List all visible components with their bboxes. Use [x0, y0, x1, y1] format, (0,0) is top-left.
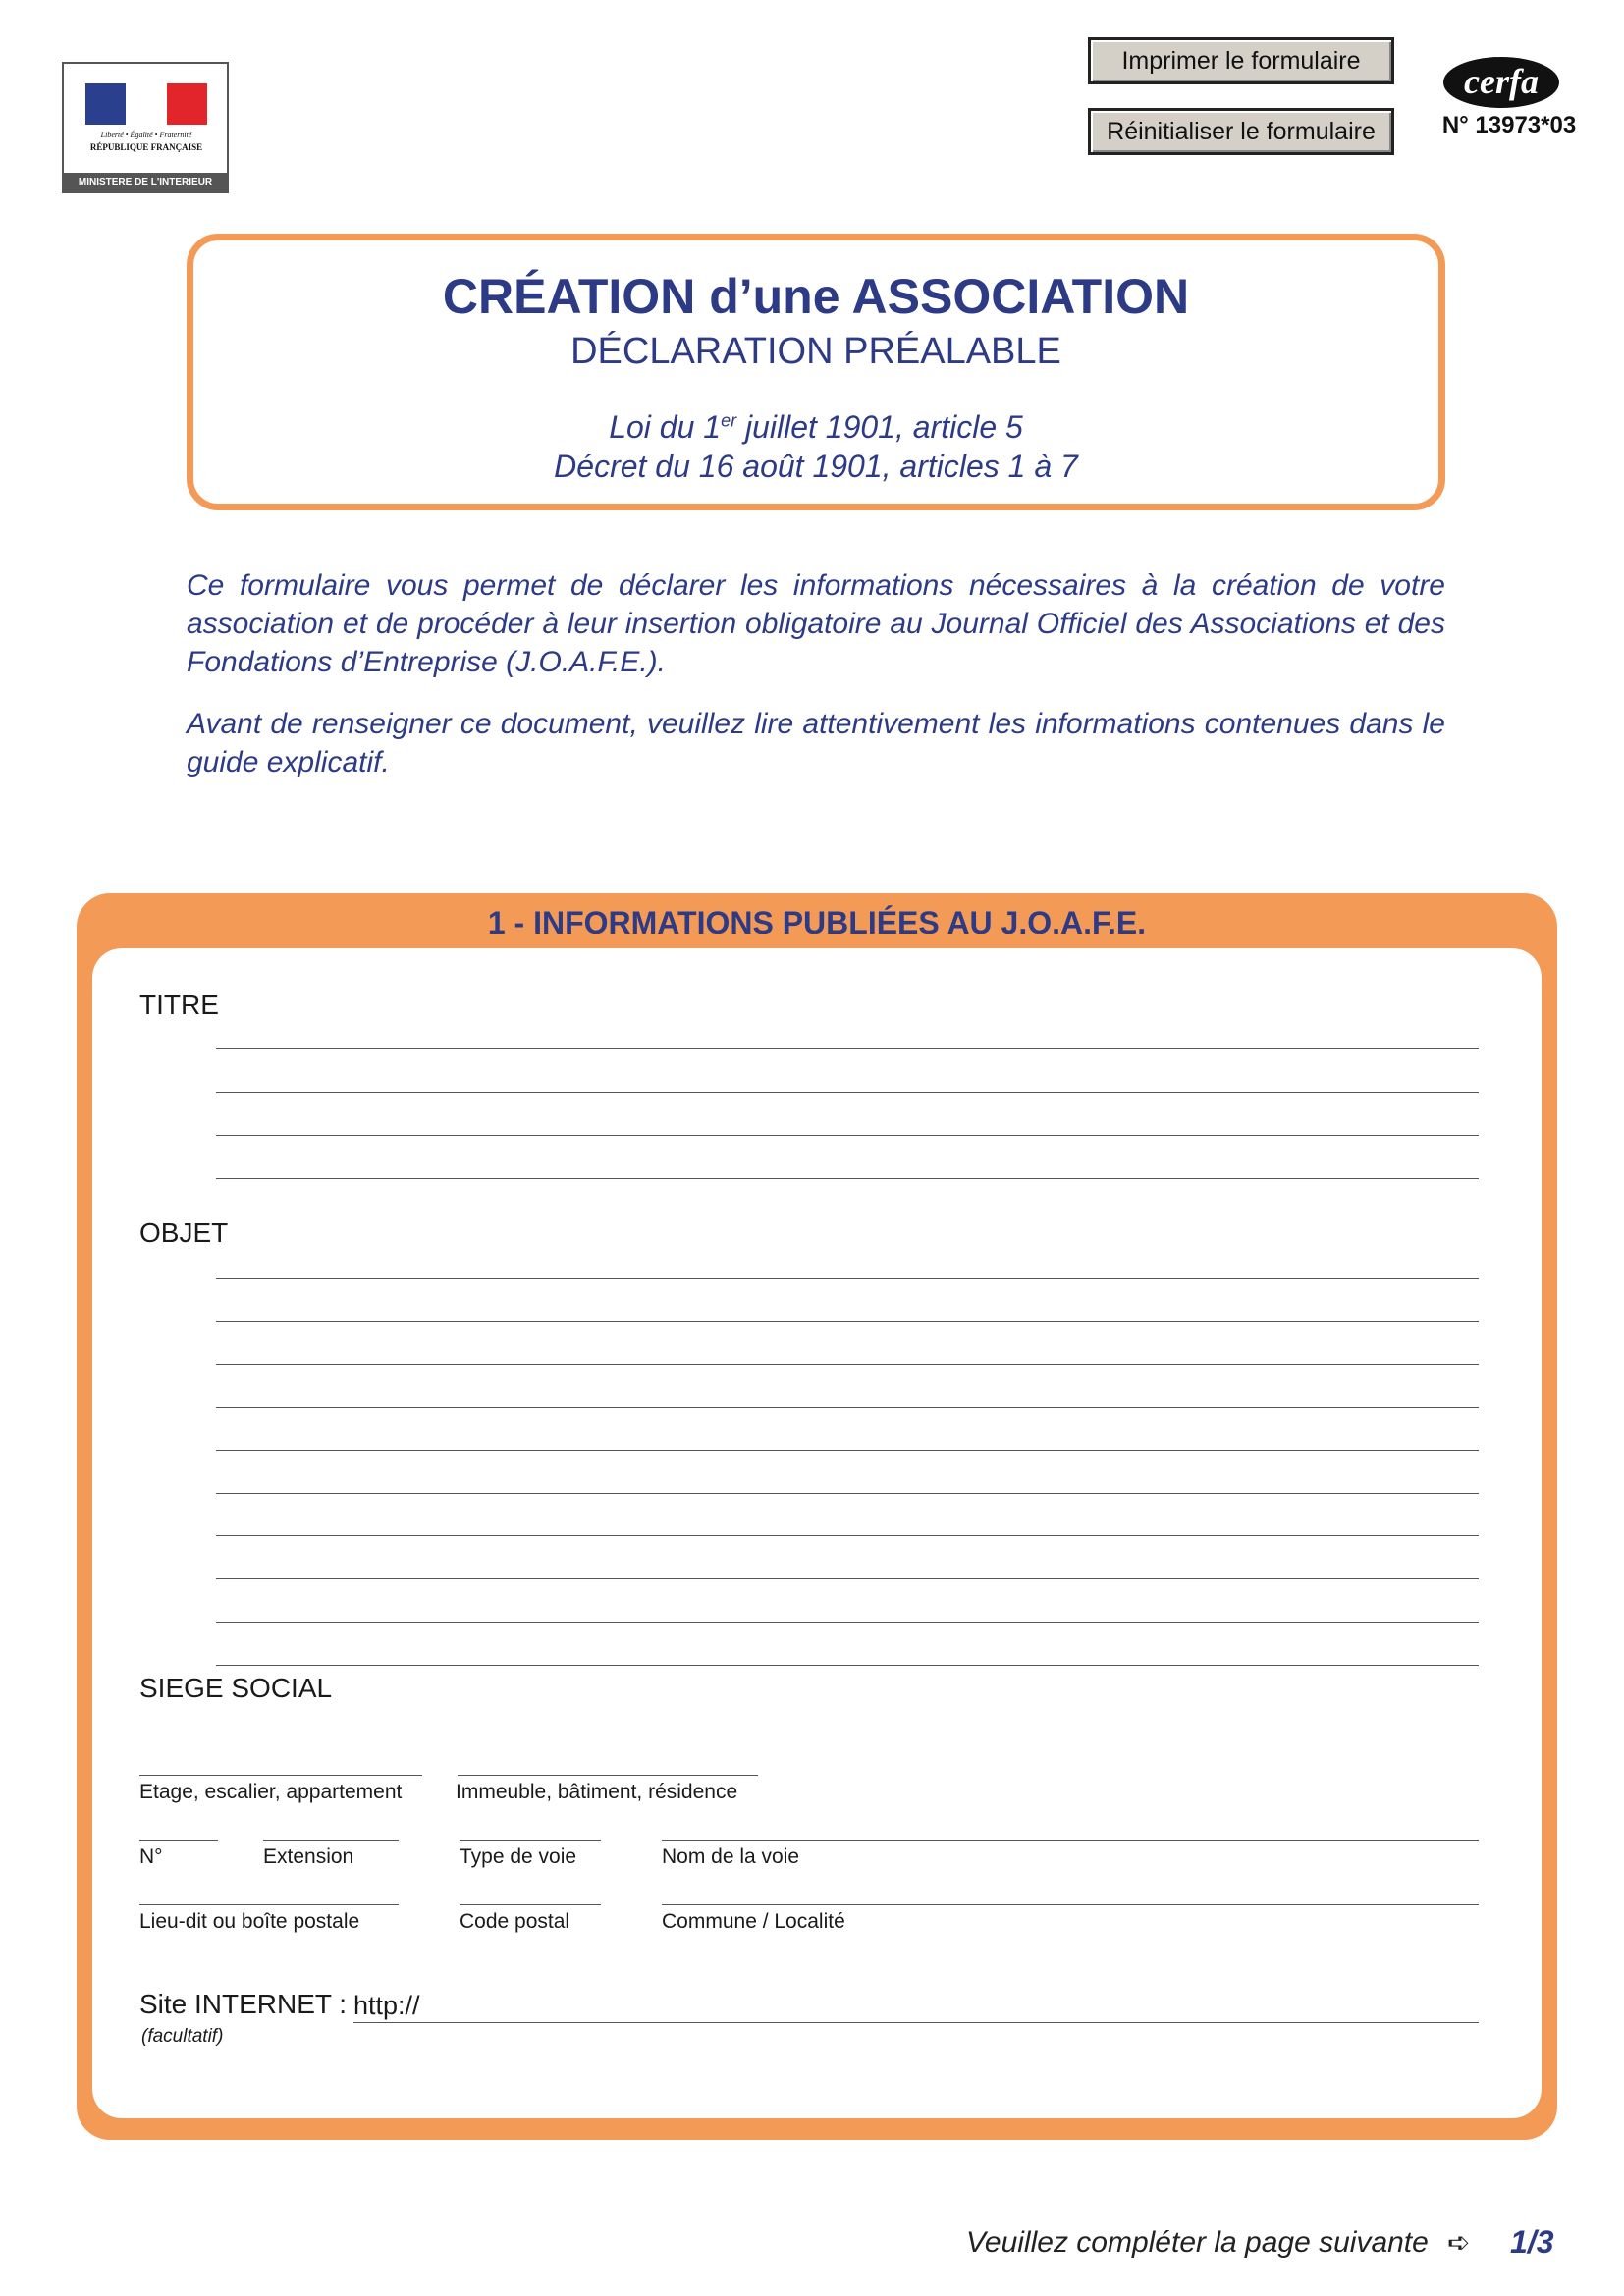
objet-line-9[interactable] — [216, 1622, 1479, 1623]
immeuble-field[interactable] — [458, 1775, 758, 1776]
logo-motto: Liberté • Égalité • Fraternité — [100, 131, 192, 139]
titre-line-4[interactable] — [216, 1178, 1479, 1179]
objet-line-7[interactable] — [216, 1535, 1479, 1536]
page-subtitle: DÉCLARATION PRÉALABLE — [570, 331, 1061, 372]
lieu-dit-label: Lieu-dit ou boîte postale — [139, 1910, 360, 1933]
continue-text: Veuillez compléter la page suivante — [966, 2226, 1429, 2259]
site-field[interactable] — [353, 2022, 1479, 2023]
intro-paragraph-1: Ce formulaire vous permet de déclarer les informations nécessaires à la création de votre association et de procéder à leur insertion obligatoire au Journal Officiel des Associations et des Fondations d’Entreprise (J.O.A.F.E.). — [187, 569, 1445, 678]
extension-label: Extension — [263, 1845, 354, 1868]
etage-label: Etage, escalier, appartement — [139, 1781, 403, 1803]
logo-ministry: MINISTERE DE L'INTERIEUR — [64, 173, 227, 191]
cerfa-logo: cerfa — [1443, 57, 1559, 108]
objet-line-1[interactable] — [216, 1278, 1479, 1279]
intro-paragraph-2: Avant de renseigner ce document, veuillez lire attentivement les informations contenues dans le guide explicatif. — [187, 708, 1445, 778]
cerfa-number: N° 13973*03 — [1441, 112, 1577, 138]
titre-line-3[interactable] — [216, 1135, 1479, 1136]
arrow-right-icon: ➪ — [1447, 2227, 1471, 2258]
section-body — [92, 948, 1542, 2118]
reset-form-button[interactable]: Réinitialiser le formulaire — [1088, 108, 1394, 155]
decree-reference: Décret du 16 août 1901, articles 1 à 7 — [554, 449, 1078, 484]
objet-line-4[interactable] — [216, 1407, 1479, 1408]
nom-voie-field[interactable] — [662, 1840, 1479, 1841]
objet-line-10[interactable] — [216, 1665, 1479, 1666]
site-optional: (facultatif) — [141, 2026, 224, 2047]
print-form-button[interactable]: Imprimer le formulaire — [1088, 37, 1394, 84]
titre-label: TITRE — [139, 989, 219, 1020]
logo-republic: RÉPUBLIQUE FRANÇAISE — [89, 142, 203, 152]
nom-voie-label: Nom de la voie — [662, 1845, 800, 1868]
immeuble-label: Immeuble, bâtiment, résidence — [456, 1781, 738, 1803]
page-title: CRÉATION d’une ASSOCIATION — [442, 269, 1190, 324]
title-box — [187, 234, 1445, 510]
law-reference: Loi du 1er juillet 1901, article 5 — [609, 409, 1023, 445]
page-number: 1/3 — [1510, 2224, 1554, 2260]
titre-line-1[interactable] — [216, 1048, 1479, 1049]
objet-line-6[interactable] — [216, 1493, 1479, 1494]
lieu-dit-field[interactable] — [139, 1904, 399, 1905]
commune-label: Commune / Localité — [662, 1910, 845, 1933]
section-joafe — [77, 893, 1557, 2140]
objet-line-5[interactable] — [216, 1450, 1479, 1451]
objet-line-3[interactable] — [216, 1364, 1479, 1365]
code-postal-label: Code postal — [460, 1910, 570, 1933]
objet-label: OBJET — [139, 1217, 229, 1248]
numero-label: N° — [139, 1845, 163, 1868]
extension-field[interactable] — [263, 1840, 399, 1841]
site-value[interactable]: http:// — [353, 1991, 420, 2020]
type-voie-field[interactable] — [460, 1840, 601, 1841]
numero-field[interactable] — [139, 1840, 218, 1841]
objet-line-2[interactable] — [216, 1321, 1479, 1322]
republique-francaise-logo — [62, 62, 229, 193]
type-voie-label: Type de voie — [460, 1845, 577, 1868]
objet-line-8[interactable] — [216, 1578, 1479, 1579]
titre-line-2[interactable] — [216, 1092, 1479, 1093]
marianne-flag-icon — [85, 83, 207, 125]
etage-field[interactable] — [139, 1775, 422, 1776]
section-heading: 1 - INFORMATIONS PUBLIÉES AU J.O.A.F.E. — [487, 905, 1147, 940]
code-postal-field[interactable] — [460, 1904, 601, 1905]
commune-field[interactable] — [662, 1904, 1479, 1905]
siege-label: SIEGE SOCIAL — [139, 1673, 333, 1703]
site-label: Site INTERNET : — [139, 1989, 348, 2019]
